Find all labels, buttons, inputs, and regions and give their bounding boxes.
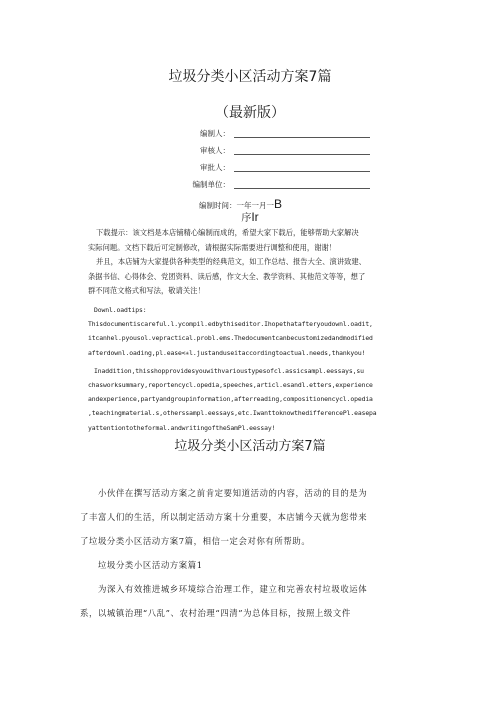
tips-line: yattentiontotheformal.andwritingoftheSamPl.eessay! [88, 423, 276, 432]
tips-line: 条据书信、心得体会、党团资料、读后感，作文大全、教学资料、其他范文等等，想了 [88, 271, 366, 281]
date-suffix: B [274, 197, 283, 211]
tips-line: 下载提示：该文档是本店铺精心编制而成的，希望大家下载后，能够帮助大家解决 [96, 228, 359, 237]
tips-line: andexperience,partyandgroupinformation,afterreading,compositionencycl.opedia [88, 395, 373, 404]
download-tips-en [88, 303, 433, 435]
body-line: 为深入有效推进城乡环境综合治理工作，建立和完善农村垃圾收运体 [98, 584, 368, 594]
body-line: 了丰富人们的生活，所以制定活动方案十分重要，本店铺今天就为您带来 [80, 512, 368, 522]
body-line: 了垃圾分类小区活动方案7篇，相信一定会对你有所帮助。 [80, 536, 311, 546]
blank-line [234, 171, 370, 172]
tips-line: Inaddition,thisshopprovidesyouwithvarioustypesofcl.assicsampl.eessays,su [94, 366, 364, 375]
preface-label: 序 [241, 213, 252, 224]
field-label: 编制单位： [192, 180, 230, 189]
field-organization [150, 177, 390, 191]
article-body [80, 481, 425, 625]
tips-line: 实际问题。文档下载后可定制修改，请根据实际需要进行调整和使用，谢谢！ [88, 242, 337, 252]
body-line: 小伙伴在撰写活动方案之前肯定要知道活动的内容，活动的目的是为 [98, 488, 368, 498]
tips-line: Downl.oadtips: [94, 306, 147, 314]
field-label: 审核人： [200, 146, 230, 155]
cover-title: 垃圾分类小区活动方案7篇 [168, 69, 332, 85]
preface-heading [0, 209, 500, 224]
tips-line: chasworksummary,reportencycl.opedia,speeches,articl.esandl.etters,experience [88, 381, 373, 390]
blank-line [234, 137, 370, 138]
tips-line: itcanhel.pyousol.vepractical.probl.ems.Thedocumentcanbecustomizedandmodified [88, 334, 373, 343]
tips-line: 并且，本店铺为大家提供各种类型的经典范文，如工作总结、报告大全、演讲致建、 [96, 257, 366, 266]
tips-line: Thisdocumentiscareful.l.ycompil.edbythiseditor.Ihopethatafteryoudownl.oadit, [88, 320, 373, 329]
article-title: 垃圾分类小区活动方案7篇 [174, 439, 326, 454]
edition-label: （最新版） [215, 105, 285, 121]
tips-line: ,teachingmaterial.s,otherssampl.eessays,etc.IwanttoknowthedifferencePl.easepa [88, 409, 377, 418]
tips-line: 群不同范文格式和写法，敬请关注！ [88, 286, 205, 295]
field-label: 编制人： [200, 129, 230, 138]
date-label: 编制时间：一年一月一 [199, 201, 274, 210]
section-heading: 垃圾分类小区活动方案篇1 [98, 560, 203, 570]
preface-suffix: Ir [251, 210, 259, 224]
tips-line: afterdownl.oading,pl.ease<✳l.justanduseitaccordingtoactual.needs,thankyou! [88, 348, 366, 357]
field-compiler [150, 126, 390, 140]
blank-line [234, 154, 370, 155]
download-tips-cn [88, 226, 433, 299]
body-line: 系，以城镇治理“八乱”、农村治理“四清”为总体目标，按照上级文件 [80, 608, 351, 618]
field-label: 审批人： [200, 163, 230, 172]
field-reviewer [150, 143, 390, 157]
field-approver [150, 160, 390, 174]
blank-line [234, 188, 370, 189]
